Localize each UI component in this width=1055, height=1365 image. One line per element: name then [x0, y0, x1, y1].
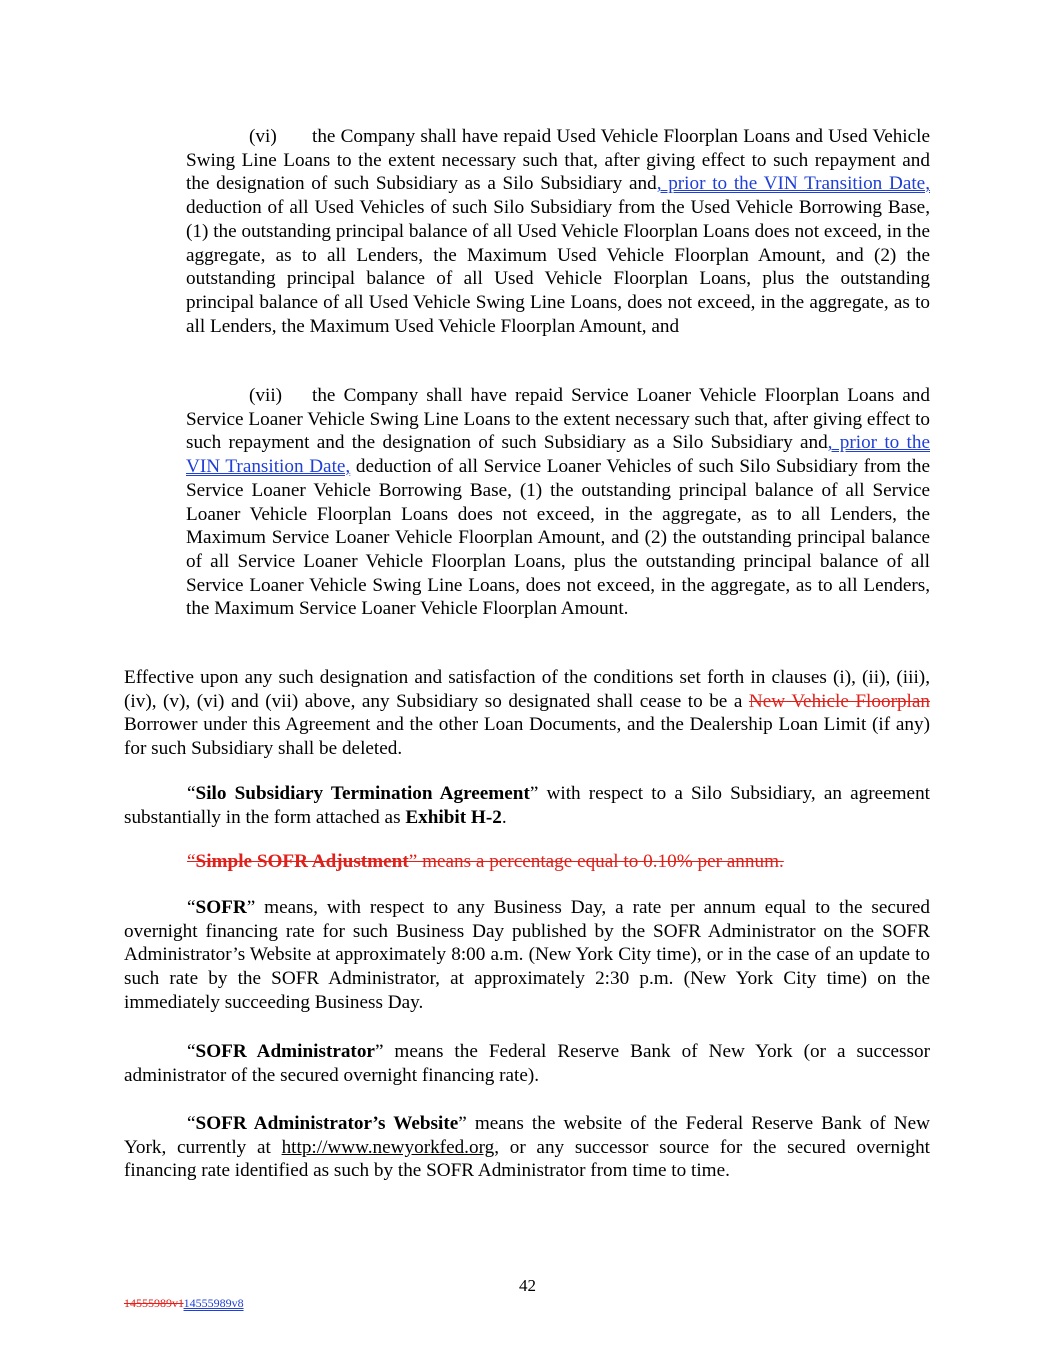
defined-term: SOFR Administrator’s Website: [195, 1113, 459, 1134]
doc-id-old: 14555989v1: [124, 1296, 184, 1310]
definition-simple-sofr-adjustment-deleted: “Simple SOFR Adjustment” means a percentage equal to 0.10% per annum.: [187, 851, 784, 872]
document-id: [124, 1296, 244, 1310]
defined-term: SOFR: [195, 897, 247, 918]
defined-term: Simple SOFR Adjustment: [195, 851, 409, 872]
paragraph-text: Effective upon any such designation and satisfaction of the conditions set forth in clauses (i), (ii), (iii), (iv), (v), (vi) and (vii) above, any Subsidiary so designated shall cease to be a: [124, 667, 930, 712]
definition-text: ” with respect to a Silo Subsidiary, an agreement substantially in the form attached as: [124, 783, 930, 828]
exhibit-reference: Exhibit H-2: [405, 806, 502, 828]
page-number: 42: [519, 1276, 536, 1295]
definition-sofr-administrator: “SOFR Administrator” means the Federal Reserve Bank of New York (or a successor administrator of the secured overnight financing rate).: [124, 1041, 930, 1086]
defined-term: Silo Subsidiary Termination Agreement: [195, 783, 530, 804]
newyorkfed-link[interactable]: http://www.newyorkfed.org: [281, 1136, 495, 1158]
clause-vii: [186, 384, 930, 621]
definition-silo-subsidiary-termination-agreement: “Silo Subsidiary Termination Agreement” with respect to a Silo Subsidiary, an agreement substantially in the form attached as Exhibit H-2.: [124, 783, 930, 828]
effective-paragraph: [124, 666, 930, 761]
deleted-text: New Vehicle Floorplan: [748, 690, 930, 712]
definition-text: ” means, with respect to any Business Day, a rate per annum equal to the secured overnight financing rate for such Business Day published by the SOFR Administrator on the SOFR Administrator’s Website at approximately 8:00 a.m. (New York City time), or in the case of an update to such rate by the SOFR Administrator, at approximately 2:30 p.m. (New York City time) on the immediately succeeding Business Day.: [124, 897, 930, 1013]
clause-text-continued: deduction of all Service Loaner Vehicles of such Silo Subsidiary from the Service Loaner Vehicle Borrowing Base, (1) the outstanding principal balance of all Service Loaner Vehicle Floorplan Loans does not exceed, in the aggregate, as to all Lenders, the Maximum Service Loaner Vehicle Floorplan Amount, and (2) the outstanding principal balance of all Service Loaner Vehicle Floorplan Loans, plus the outstanding principal balance of all Service Loaner Vehicle Swing Line Loans, does not exceed, in the aggregate, as to all Lenders, the Maximum Service Loaner Vehicle Floorplan Amount.: [186, 456, 931, 620]
definition-sofr: “SOFR” means, with respect to any Business Day, a rate per annum equal to the secured overnight financing rate for such Business Day published by the SOFR Administrator on the SOFR Administrator’s Website at approximately 8:00 a.m. (New York City time), or in the case of an update to such rate by the SOFR Administrator, at approximately 2:30 p.m. (New York City time) on the immediately succeeding Business Day.: [124, 897, 930, 1013]
definition-text: ” means a percentage equal to 0.10% per annum.: [408, 851, 784, 872]
inserted-text: , prior to the VIN Transition Date,: [186, 432, 930, 478]
clause-text: the Company shall have repaid Service Loaner Vehicle Floorplan Loans and Service Loaner Vehicle Swing Line Loans to the extent necessary such that, after giving effect to such repayment and the designation of such Subsidiary as a Silo Subsidiary and: [186, 385, 930, 454]
definition-text: ” means the Federal Reserve Bank of New York (or a successor administrator of the secured overnight financing rate).: [124, 1041, 930, 1086]
defined-term: SOFR Administrator: [195, 1041, 375, 1062]
clause-vi: [186, 125, 930, 338]
clause-text-continued: deduction of all Used Vehicles of such Silo Subsidiary from the Used Vehicle Borrowing Base, (1) the outstanding principal balance of all Used Vehicle Floorplan Loans does not exceed, in the aggregate, as to all Lenders, the Maximum Used Vehicle Floorplan Amount, and (2) the outstanding principal balance of all Used Vehicle Floorplan Loans, plus the outstanding principal balance of all Used Vehicle Swing Line Loans, does not exceed, in the aggregate, as to all Lenders, the Maximum Used Vehicle Floorplan Amount, and: [186, 197, 930, 337]
clause-number: (vii): [249, 385, 283, 406]
inserted-text: , prior to the VIN Transition Date,: [656, 173, 930, 195]
definition-text: ” means the website of the Federal Reserve Bank of New York, currently at: [124, 1113, 931, 1158]
clause-text: the Company shall have repaid Used Vehicle Floorplan Loans and Used Vehicle Swing Line Loans to the extent necessary such that, after giving effect to such repayment and the designation of such Subsidiary as a Silo Subsidiary and: [186, 126, 930, 195]
paragraph-text-continued: Borrower under this Agreement and the other Loan Documents, and the Dealership Loan Limit (if any) for such Subsidiary shall be deleted.: [124, 714, 930, 760]
clause-number: (vi): [249, 126, 277, 147]
definition-sofr-administrators-website: “SOFR Administrator’s Website” means the website of the Federal Reserve Bank of New York, currently at http://www.newyorkfed.org, or any successor source for the secured overnight financing rate identified as such by the SOFR Administrator from time to time.: [124, 1113, 931, 1182]
definition-text-continued: , or any successor source for the secured overnight financing rate identified as such by the SOFR Administrator from time to time.: [124, 1136, 930, 1182]
doc-id-new: 14555989v8: [183, 1296, 244, 1310]
